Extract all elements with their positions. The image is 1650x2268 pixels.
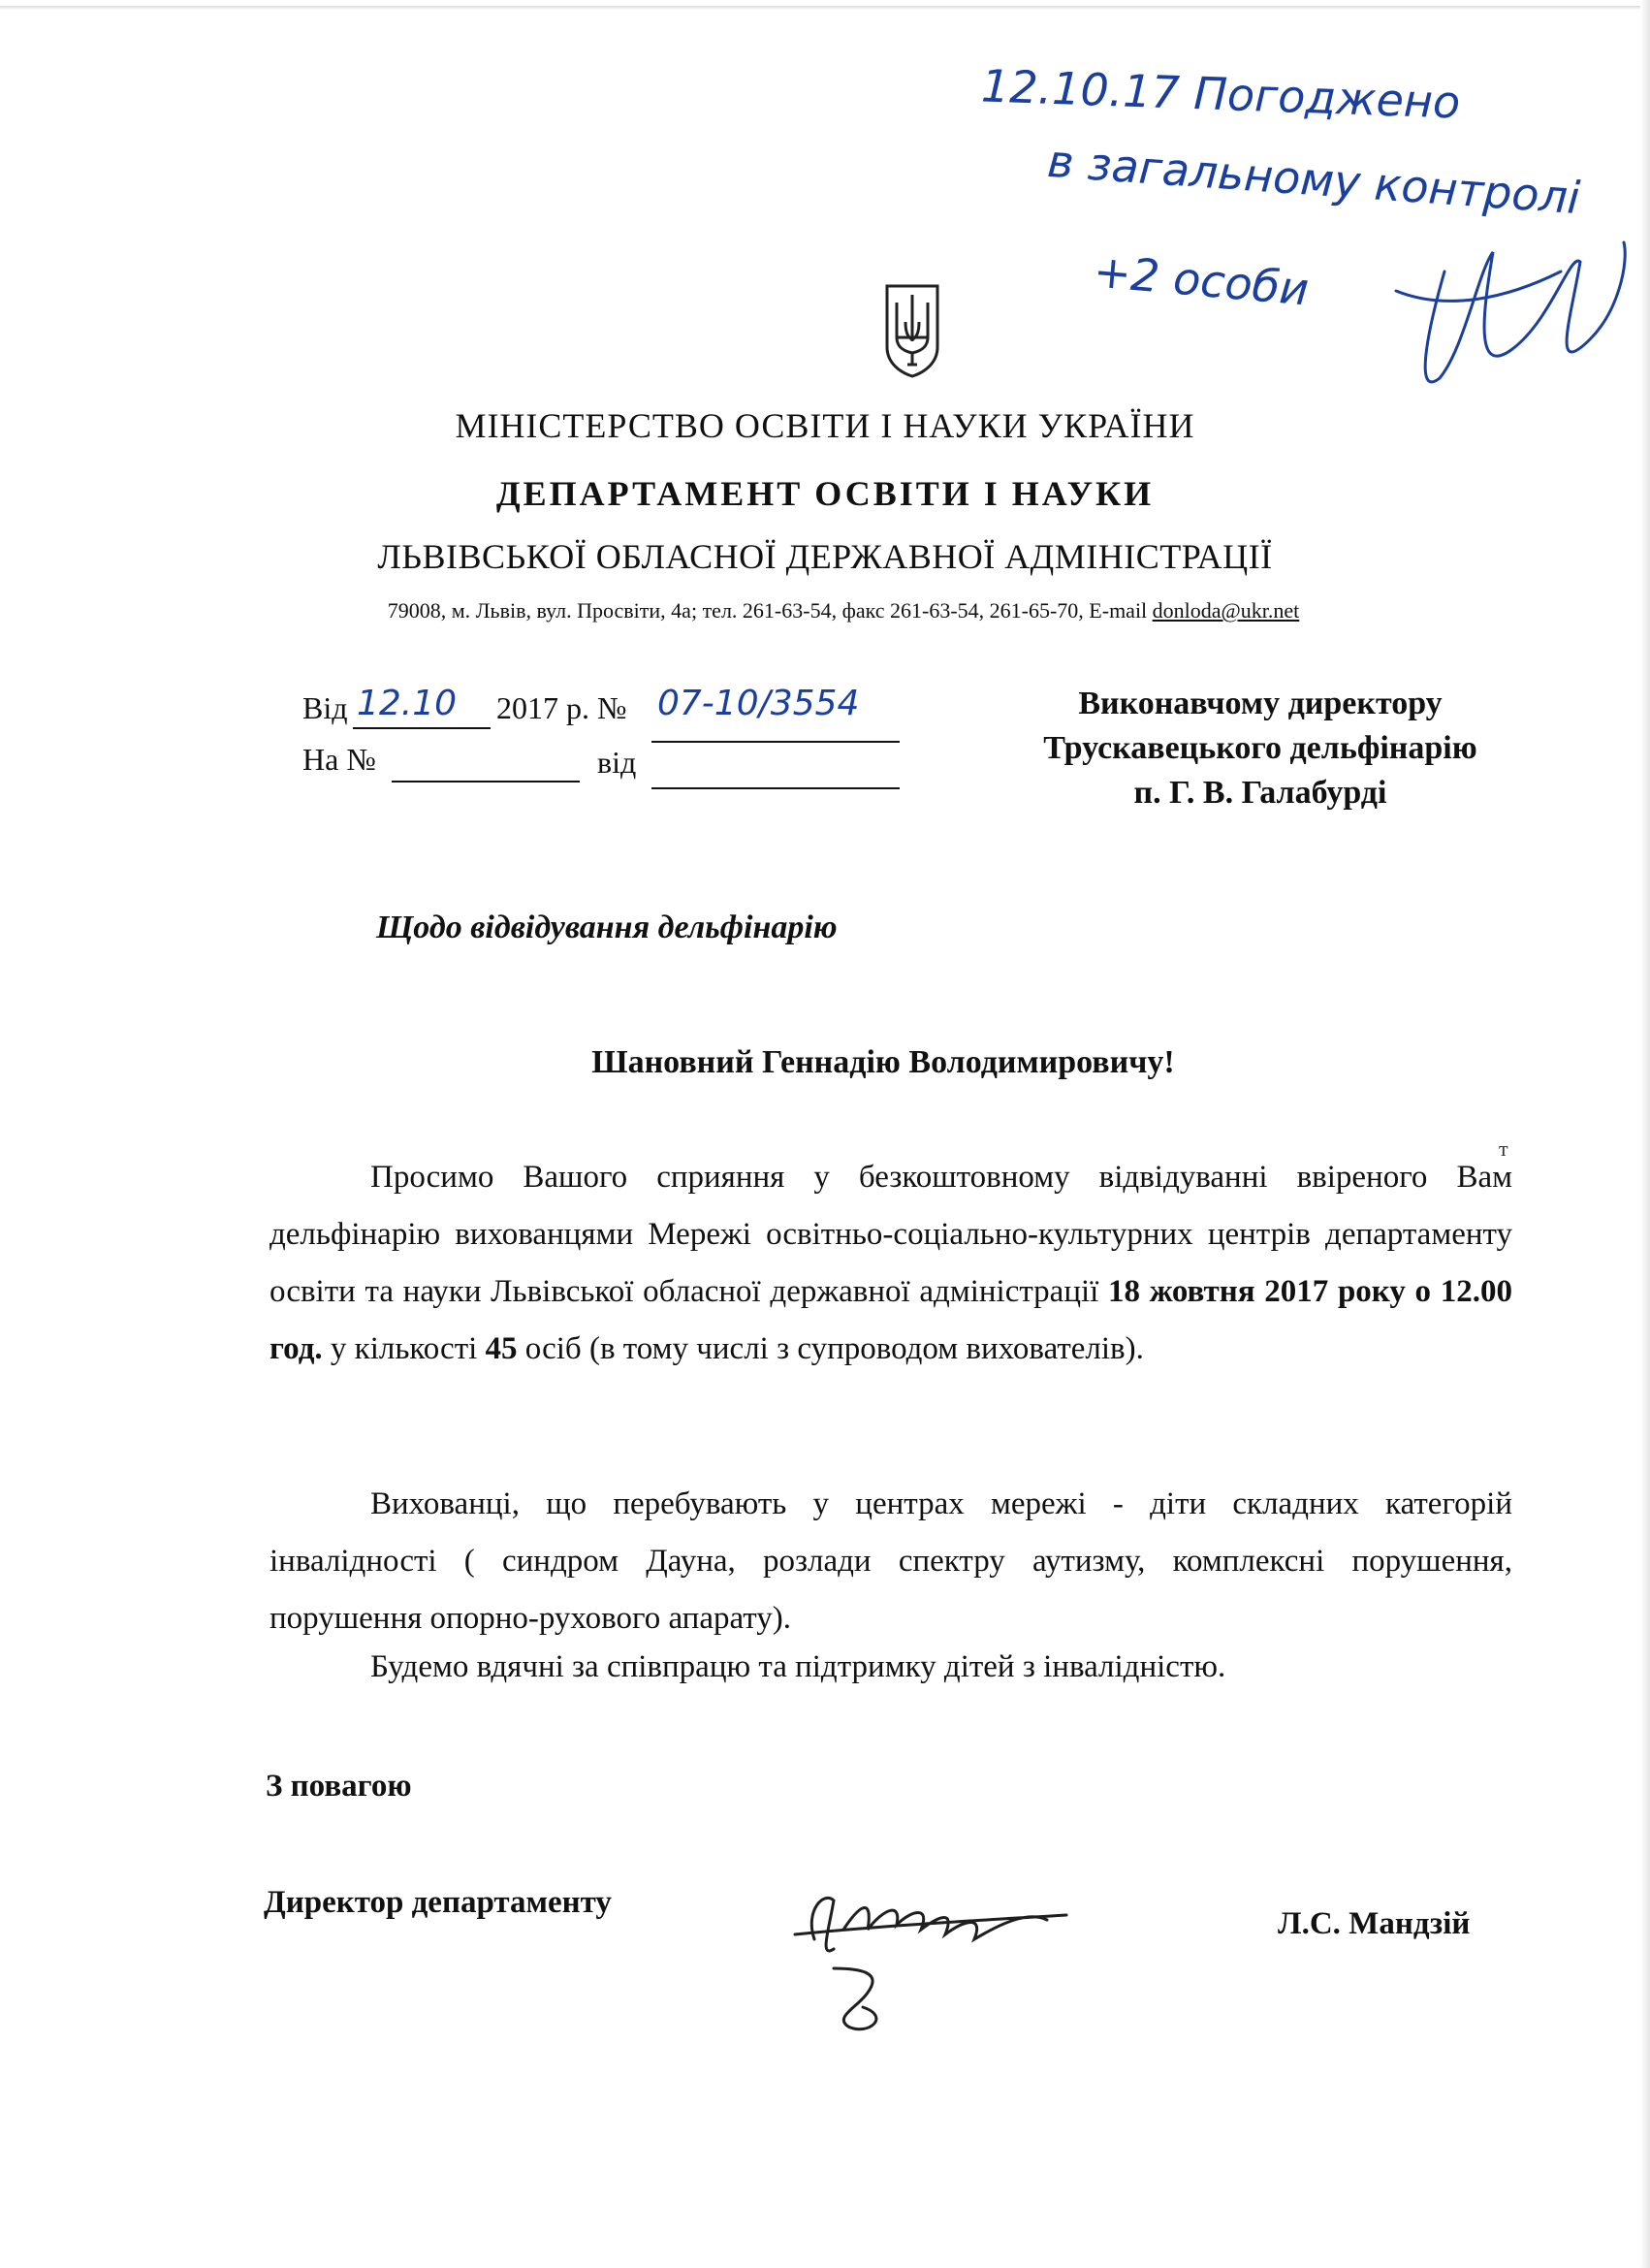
margin-mark: т (1499, 1136, 1508, 1161)
p1-event-date: 18 жовтня 2017 року о 12.00 год. (270, 1274, 1512, 1366)
reference-date-line (651, 787, 900, 789)
director-signature-icon (776, 1871, 1105, 2065)
signatory-role: Директор департаменту (264, 1885, 612, 1920)
scan-edge-top (0, 6, 1650, 10)
reference-number-line (392, 781, 580, 783)
registration-year-label: 2017 р. № (496, 690, 627, 725)
registration-date-line (353, 727, 491, 729)
contacts-text: 79008, м. Львів, вул. Просвіти, 4а; тел. 261-63-54, факс 261-63-54, 261-65-70, E-mail (387, 598, 1148, 623)
addressee-line-1: Виконавчому директору (1078, 686, 1443, 721)
p1-text-a: Просимо Вашого сприяння у безкоштовному відвідуванні ввіреного Вам дельфінарію вихованцями Мережі освітньо-соціально-культурних центрів департаменту освіти та науки Львівської обласної державної адміністрації (270, 1160, 1512, 1309)
p1-text-c: осіб (в тому числі з супроводом вихователів). (517, 1331, 1144, 1366)
signatory-name: Л.С. Мандзій (1278, 1906, 1471, 1941)
p1-count: 45 (485, 1331, 518, 1366)
contacts-email-link[interactable]: donloda@ukr.net (1152, 598, 1300, 623)
letter-subject: Щодо відвідування дельфінарію (376, 910, 838, 945)
coat-of-arms-trident-icon (884, 283, 940, 378)
registration-number-line (651, 741, 900, 743)
salutation: Шановний Геннадію Володимировичу! (591, 1044, 1175, 1080)
header-ministry: МІНІСТЕРСТВО ОСВІТИ І НАУКИ УКРАЇНИ (455, 406, 1195, 445)
body-paragraph-3: Будемо вдячні за співпрацю та підтримку дітей з інвалідністю. (370, 1649, 1226, 1684)
p1-text-b: у кількості (322, 1331, 486, 1366)
body-paragraph-1 (270, 1149, 1512, 1378)
registration-number-handwritten: 07-10/3554 (657, 684, 860, 723)
addressee-line-3: п. Г. В. Галабурді (1133, 775, 1387, 811)
handwritten-signature-icon (1386, 233, 1638, 417)
body-paragraph-2: Вихованці, що перебувають у центрах мережі - діти складних категорій інвалідності ( синдром Дауна, розлади спектру аутизму, комплексні порушення, порушення опорно-рухового апарату). (270, 1486, 1512, 1636)
header-contacts (165, 598, 1522, 623)
header-administration: ЛЬВІВСЬКОЇ ОБЛАСНОЇ ДЕРЖАВНОЇ АДМІНІСТРАЦІЇ (377, 537, 1273, 576)
resolution-line-2: в загальному контролі (1045, 134, 1582, 225)
reference-number-label: На № (302, 742, 376, 777)
reference-from-label: від (597, 745, 637, 780)
resolution-line-1: 12.10.17 Погоджено (980, 59, 1462, 129)
closing-phrase: З повагою (266, 1769, 412, 1804)
registration-from-label: Від (302, 690, 348, 725)
header-department: ДЕПАРТАМЕНТ ОСВІТИ І НАУКИ (495, 474, 1155, 513)
addressee-line-2: Трускавецького дельфінарію (1043, 730, 1477, 766)
scan-edge-right (1640, 0, 1650, 2268)
registration-date-handwritten: 12.10 (357, 684, 458, 723)
addressee-block (960, 682, 1561, 815)
resolution-line-3: +2 особи (1092, 244, 1312, 316)
